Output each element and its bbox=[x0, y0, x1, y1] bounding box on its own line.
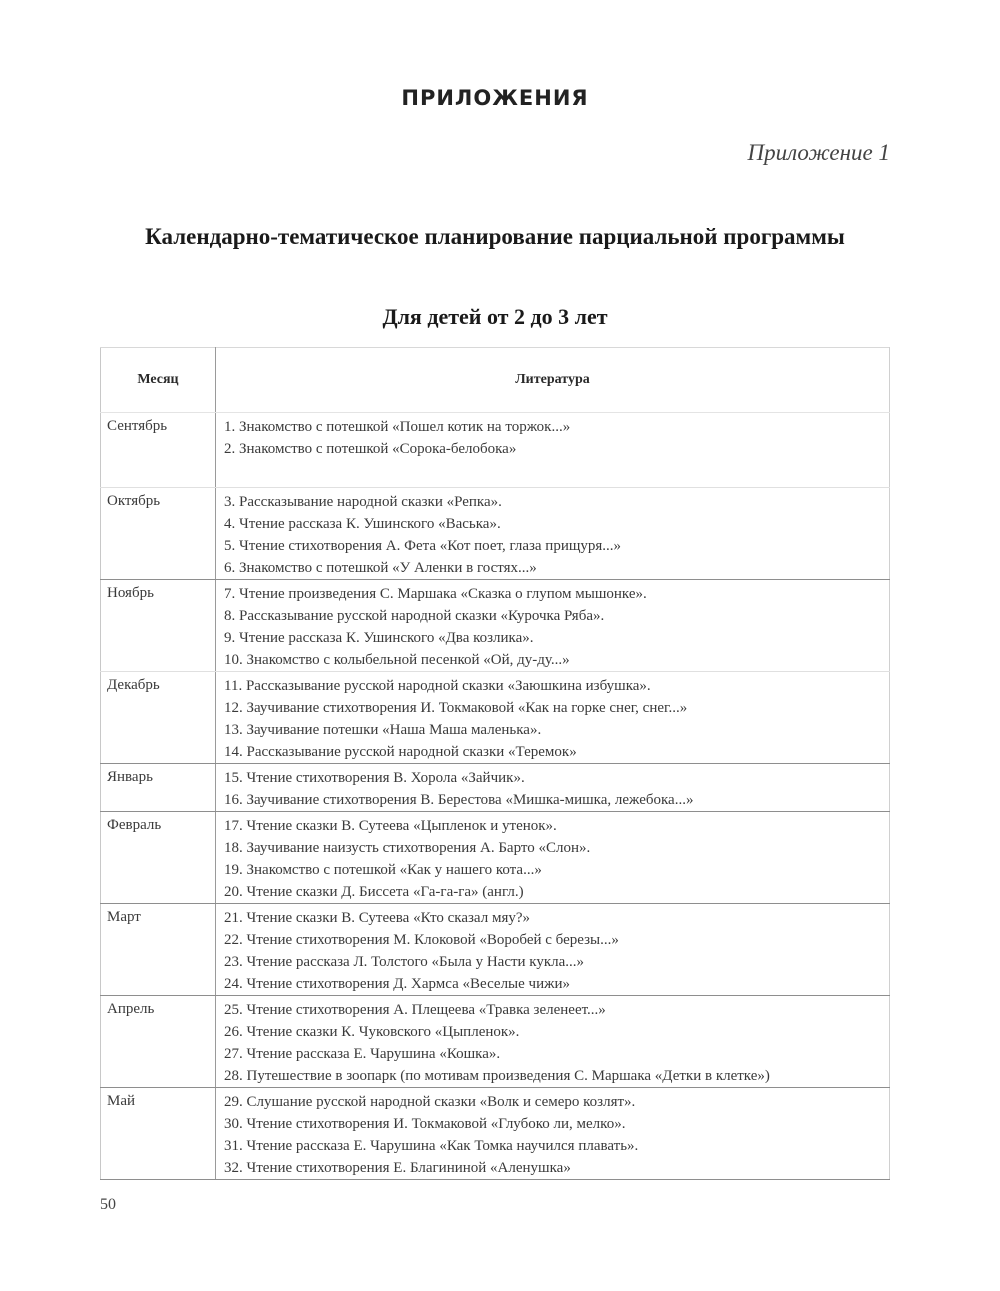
literature-item: 24. Чтение стихотворения Д. Хармса «Веселые чижи» bbox=[224, 976, 570, 992]
literature-item: 7. Чтение произведения С. Маршака «Сказка о глупом мышонке». bbox=[224, 586, 647, 602]
literature-item: 21. Чтение сказки В. Сутеева «Кто сказал мяу?» bbox=[224, 910, 531, 926]
table-row bbox=[101, 488, 890, 580]
table-row bbox=[101, 1088, 890, 1180]
table-row bbox=[101, 996, 890, 1088]
month-cell: Январь bbox=[101, 764, 216, 812]
month-column-header: Месяц bbox=[101, 348, 216, 413]
literature-item: 16. Заучивание стихотворения В. Берестова «Мишка-мишка, лежебока...» bbox=[224, 792, 694, 808]
literature-item: 3. Рассказывание народной сказки «Репка». bbox=[224, 494, 502, 510]
planning-table bbox=[100, 347, 890, 1180]
literature-item: 2. Знакомство с потешкой «Сорока-белобока» bbox=[224, 441, 517, 457]
literature-item: 6. Знакомство с потешкой «У Аленки в гостях...» bbox=[224, 560, 537, 576]
literature-cell bbox=[216, 996, 890, 1088]
month-cell: Апрель bbox=[101, 996, 216, 1088]
literature-item: 28. Путешествие в зоопарк (по мотивам произведения С. Маршака «Детки в клетке») bbox=[224, 1068, 770, 1084]
document-heading: Календарно-тематическое планирование парциальной программы bbox=[145, 224, 845, 249]
literature-item: 22. Чтение стихотворения М. Клоковой «Воробей с березы...» bbox=[224, 932, 619, 948]
literature-item: 23. Чтение рассказа Л. Толстого «Была у Насти кукла...» bbox=[224, 954, 585, 970]
literature-item: 30. Чтение стихотворения И. Токмаковой «Глубоко ли, мелко». bbox=[224, 1116, 626, 1132]
month-cell: Февраль bbox=[101, 812, 216, 904]
literature-item: 17. Чтение сказки В. Сутеева «Цыпленок и утенок». bbox=[224, 818, 557, 834]
literature-item: 11. Рассказывание русской народной сказки «Заюшкина избушка». bbox=[224, 678, 651, 694]
table-row bbox=[101, 764, 890, 812]
literature-item: 13. Заучивание потешки «Наша Маша маленька». bbox=[224, 722, 542, 738]
literature-item: 9. Чтение рассказа К. Ушинского «Два козлика». bbox=[224, 630, 534, 646]
literature-item: 12. Заучивание стихотворения И. Токмаковой «Как на горке снег, снег...» bbox=[224, 700, 688, 716]
section-title: ПРИЛОЖЕНИЯ bbox=[401, 86, 589, 110]
literature-cell bbox=[216, 580, 890, 672]
literature-item: 29. Слушание русской народной сказки «Волк и семеро козлят». bbox=[224, 1094, 636, 1110]
literature-item: 15. Чтение стихотворения В. Хорола «Зайчик». bbox=[224, 770, 525, 786]
literature-item: 18. Заучивание наизусть стихотворения А. Барто «Слон». bbox=[224, 840, 591, 856]
literature-cell bbox=[216, 672, 890, 764]
literature-item: 14. Рассказывание русской народной сказки «Теремок» bbox=[224, 744, 577, 760]
literature-item: 5. Чтение стихотворения А. Фета «Кот поет, глаза прищуря...» bbox=[224, 538, 622, 554]
month-cell: Декабрь bbox=[101, 672, 216, 764]
month-cell: Октябрь bbox=[101, 488, 216, 580]
literature-item: 26. Чтение сказки К. Чуковского «Цыпленок». bbox=[224, 1024, 520, 1040]
literature-item: 31. Чтение рассказа Е. Чарушина «Как Томка научился плавать». bbox=[224, 1138, 639, 1154]
table-row bbox=[101, 413, 890, 488]
month-cell: Ноябрь bbox=[101, 580, 216, 672]
month-cell: Март bbox=[101, 904, 216, 996]
literature-cell bbox=[216, 764, 890, 812]
page-number: 50 bbox=[100, 1196, 116, 1213]
table-row bbox=[101, 812, 890, 904]
table-row bbox=[101, 672, 890, 764]
month-cell: Сентябрь bbox=[101, 413, 216, 488]
literature-item: 25. Чтение стихотворения А. Плещеева «Травка зеленеет...» bbox=[224, 1002, 606, 1018]
literature-item: 10. Знакомство с колыбельной песенкой «Ой, ду-ду...» bbox=[224, 652, 570, 668]
table-header-row bbox=[101, 348, 890, 413]
table-row bbox=[101, 904, 890, 996]
literature-column-header: Литература bbox=[216, 348, 890, 413]
age-group-heading: Для детей от 2 до 3 лет bbox=[382, 304, 608, 329]
literature-item: 32. Чтение стихотворения Е. Благининой «Аленушка» bbox=[224, 1160, 571, 1176]
literature-cell bbox=[216, 904, 890, 996]
month-cell: Май bbox=[101, 1088, 216, 1180]
literature-cell bbox=[216, 488, 890, 580]
literature-item: 20. Чтение сказки Д. Биссета «Га-га-га» (англ.) bbox=[224, 884, 524, 900]
literature-item: 19. Знакомство с потешкой «Как у нашего кота...» bbox=[224, 862, 542, 878]
literature-cell bbox=[216, 812, 890, 904]
literature-item: 27. Чтение рассказа Е. Чарушина «Кошка». bbox=[224, 1046, 501, 1062]
appendix-label: Приложение 1 bbox=[747, 140, 890, 165]
literature-cell bbox=[216, 413, 890, 488]
literature-item: 4. Чтение рассказа К. Ушинского «Васька». bbox=[224, 516, 501, 532]
literature-item: 1. Знакомство с потешкой «Пошел котик на торжок...» bbox=[224, 419, 571, 435]
table-row bbox=[101, 580, 890, 672]
literature-cell bbox=[216, 1088, 890, 1180]
literature-item: 8. Рассказывание русской народной сказки «Курочка Ряба». bbox=[224, 608, 605, 624]
